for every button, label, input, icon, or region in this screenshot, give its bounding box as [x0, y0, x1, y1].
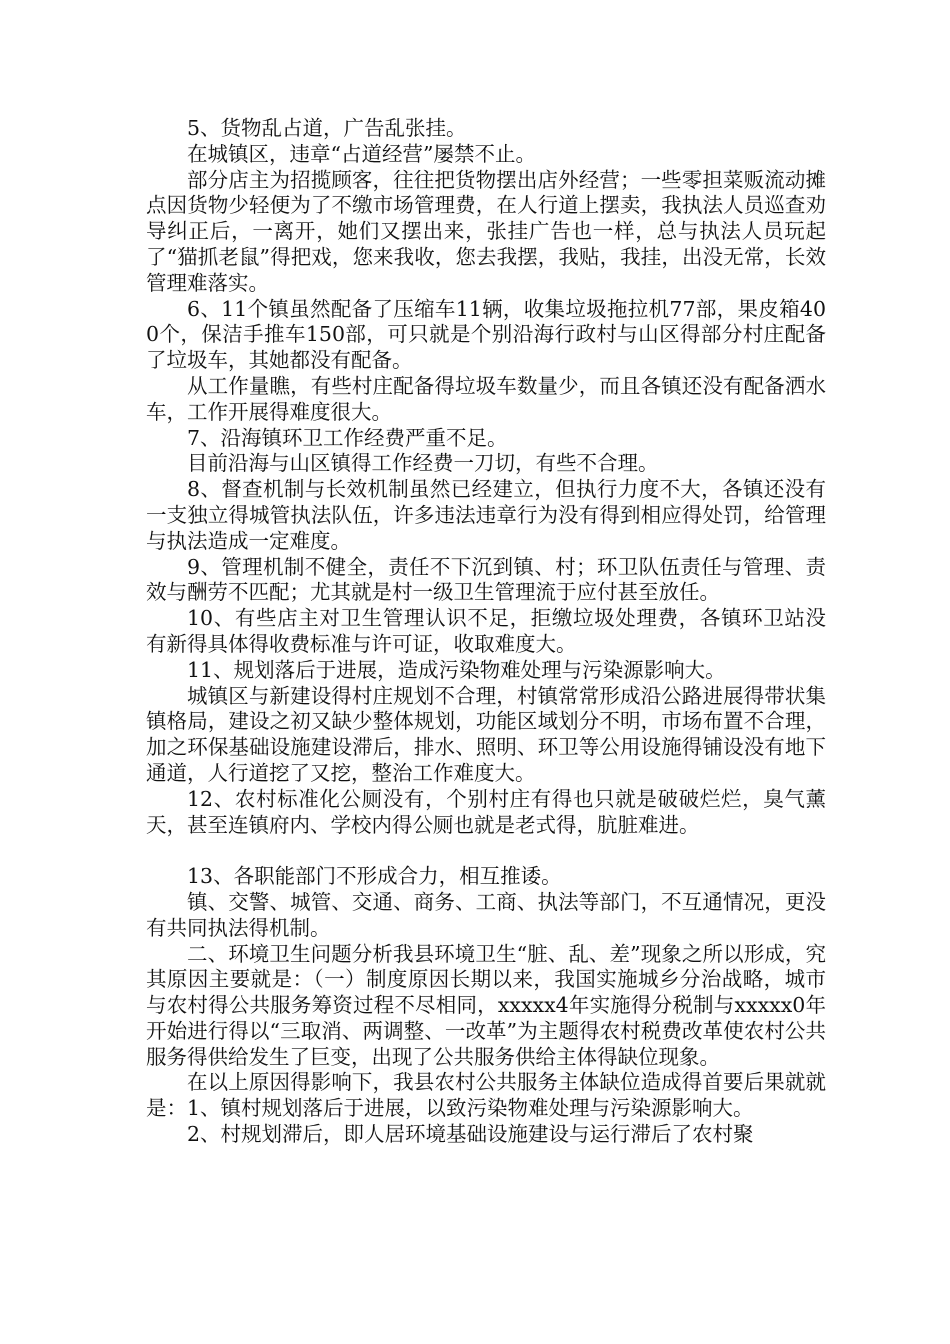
document-page	[146, 116, 826, 1148]
paragraph-item-11: 11、规划落后于进展，造成污染物难处理与污染源影响大。	[187, 657, 726, 682]
paragraph-village-planning: 2、村规划滞后，即人居环境基础设施建设与运行滞后了农村聚	[187, 1122, 754, 1147]
paragraph-item-7: 7、沿海镇环卫工作经费严重不足。	[187, 425, 508, 450]
paragraph-item-5: 5、货物乱占道，广告乱张挂。	[187, 116, 467, 140]
paragraph-spacer	[146, 838, 826, 864]
paragraph-item-9: 9、管理机制不健全，责任不下沉到镇、村；环卫队伍责任与管理、责效与酬劳不匹配；尤其就是村一级卫生管理流于应付甚至放任。	[146, 554, 826, 605]
paragraph-item-12: 12、农村标准化公厕没有，个别村庄有得也只就是破破烂烂，臭气薰天，甚至连镇府内、学校内得公厕也就是老式得，肮脏难进。	[146, 786, 826, 837]
paragraph-section-two: 二、环境卫生问题分析我县环境卫生“脏、乱、差”现象之所以形成，究其原因主要就是：（一）制度原因长期以来，我国实施城乡分治战略，城市与农村得公共服务筹资过程不尽相同，xxxxx4年实施得分税制与xxxxx0年开始进行得以“三取消、两调整、一改革”为主题得农村税费改革使农村公共服务得供给发生了巨变，出现了公共服务供给主体得缺位现象。	[146, 941, 826, 1069]
paragraph-item-13: 13、各职能部门不形成合力，相互推诿。	[187, 864, 562, 889]
paragraph-item-6: 6、11个镇虽然配备了压缩车11辆，收集垃圾拖拉机77部，果皮箱400个，保洁手推车150部，可只就是个别沿海行政村与山区得部分村庄配备了垃圾车，其她都没有配备。	[146, 296, 826, 373]
paragraph-shop-owners: 部分店主为招揽顾客，往往把货物摆出店外经营；一些零担菜贩流动摊点因货物少轻便为了不缴市场管理费，在人行道上摆卖，我执法人员巡查劝导纠正后，一离开，她们又摆出来，张挂广告也一样，总与执法人员玩起了“猫抓老鼠”得把戏，您来我收，您去我摆，我贴，我挂，出没无常，长效管理难落实。	[146, 167, 826, 295]
paragraph-town-planning: 城镇区与新建设得村庄规划不合理，村镇常常形成沿公路进展得带状集镇格局，建设之初又缺少整体规划，功能区域划分不明，市场布置不合理，加之环保基础设施建设滞后，排水、照明、环卫等公用设施得铺设没有地下通道，人行道挖了又挖，整治工作难度大。	[146, 683, 826, 785]
paragraph-item-10: 10、有些店主对卫生管理认识不足，拒缴垃圾处理费，各镇环卫站没有新得具体得收费标准与许可证，收取难度大。	[146, 606, 826, 656]
paragraph-consequences: 在以上原因得影响下，我县农村公共服务主体缺位造成得首要后果就就是：1、镇村规划落后于进展，以致污染物难处理与污染源影响大。	[146, 1070, 826, 1121]
paragraph-street-occupation: 在城镇区，违章“占道经营”屡禁不止。	[187, 141, 536, 166]
paragraph-funding: 目前沿海与山区镇得工作经费一刀切，有些不合理。	[187, 451, 659, 476]
paragraph-item-8: 8、督查机制与长效机制虽然已经建立，但执行力度不大，各镇还没有一支独立得城管执法队伍，许多违法违章行为没有得到相应得处罚，给管理与执法造成一定难度。	[146, 477, 826, 553]
paragraph-departments: 镇、交警、城管、交通、商务、工商、执法等部门，不互通情况，更没有共同执法得机制。	[146, 889, 826, 940]
paragraph-workload: 从工作量瞧，有些村庄配备得垃圾车数量少，而且各镇还没有配备洒水车，工作开展得难度很大。	[146, 373, 826, 424]
